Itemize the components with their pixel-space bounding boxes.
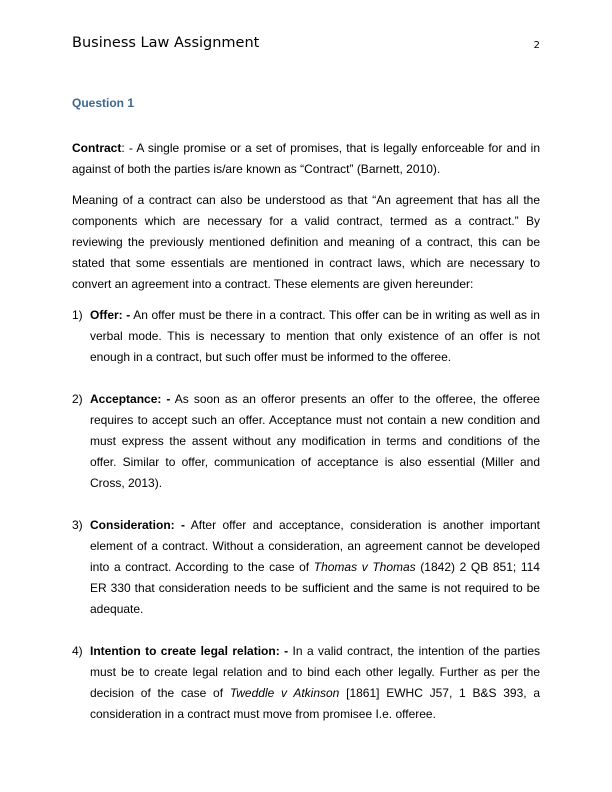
contract-meaning-paragraph: Meaning of a contract can also be understood as that “An agreement that has all the components which are necessary for a valid contract, termed as a contract.” By reviewing the previously mentioned definition and meaning of a contract, this can be stated that some essentials are mentioned in contract laws, which are necessary to convert an agreement into a contract. These elements are given hereunder: [72,193,540,291]
document-body [72,138,540,725]
list-item-consideration [72,515,540,620]
list-number: 3) [72,518,83,532]
list-item-title: Consideration: - [90,518,186,532]
list-item-offer [72,305,540,368]
list-item-title: Offer: - [90,308,131,322]
list-number: 4) [72,644,83,658]
list-item-text-end: that consideration needs to be sufficient and the same is not required to be adequate. [90,581,540,616]
contract-elements-list [72,305,540,725]
contract-definition-text: : - A single promise or a set of promises, that is legally enforceable for and in against of both the parties is/are known as “Contract” (Barnett, 2010). [72,141,540,176]
contract-definition-paragraph [72,138,540,180]
list-item-text: After offer and acceptance, consideration is another important element of a contract. Without a consideration, an agreement cannot be developed into a contract. According to the case of [90,518,540,574]
header-title: Business Law Assignment [72,35,260,51]
list-item-intention [72,641,540,725]
list-number: 2) [72,392,83,406]
contract-term: Contract [72,141,122,155]
list-item-title: Intention to create legal relation: - [90,644,289,658]
list-item-acceptance [72,389,540,494]
list-item-title: Acceptance: - [90,392,171,406]
list-number: 1) [72,308,83,322]
page-number: 2 [533,40,540,51]
list-item-text-end: [1861] EWHC J57, 1 B&S 393, a consideration in a contract must move from promisee I.e. offeree. [90,686,541,721]
list-item-text: As soon as an offeror presents an offer to the offeree, the offeree requires to accept such an offer. Acceptance must not contain a new condition and must express the assent without any modification in terms and conditions of the offer. Similar to offer, communication of acceptance is also essential (Miller and Cross, 2013). [90,392,540,490]
list-item-text: An offer must be there in a contract. This offer can be in writing as well as in verbal mode. This is necessary to mention that only existence of an offer is not enough in a contract, but such offer must be informed to the offeree. [90,308,540,364]
case-name: Thomas v Thomas [313,560,416,574]
case-citation: (1842) 2 QB 851; 114 ER 330 [90,560,540,595]
question-heading: Question 1 [72,96,135,110]
list-item-text: In a valid contract, the intention of the parties must be to create legal relation and to bind each other legally. Further as per the decision of the case of [90,644,540,700]
case-name: Tweddle v Atkinson [229,686,340,700]
